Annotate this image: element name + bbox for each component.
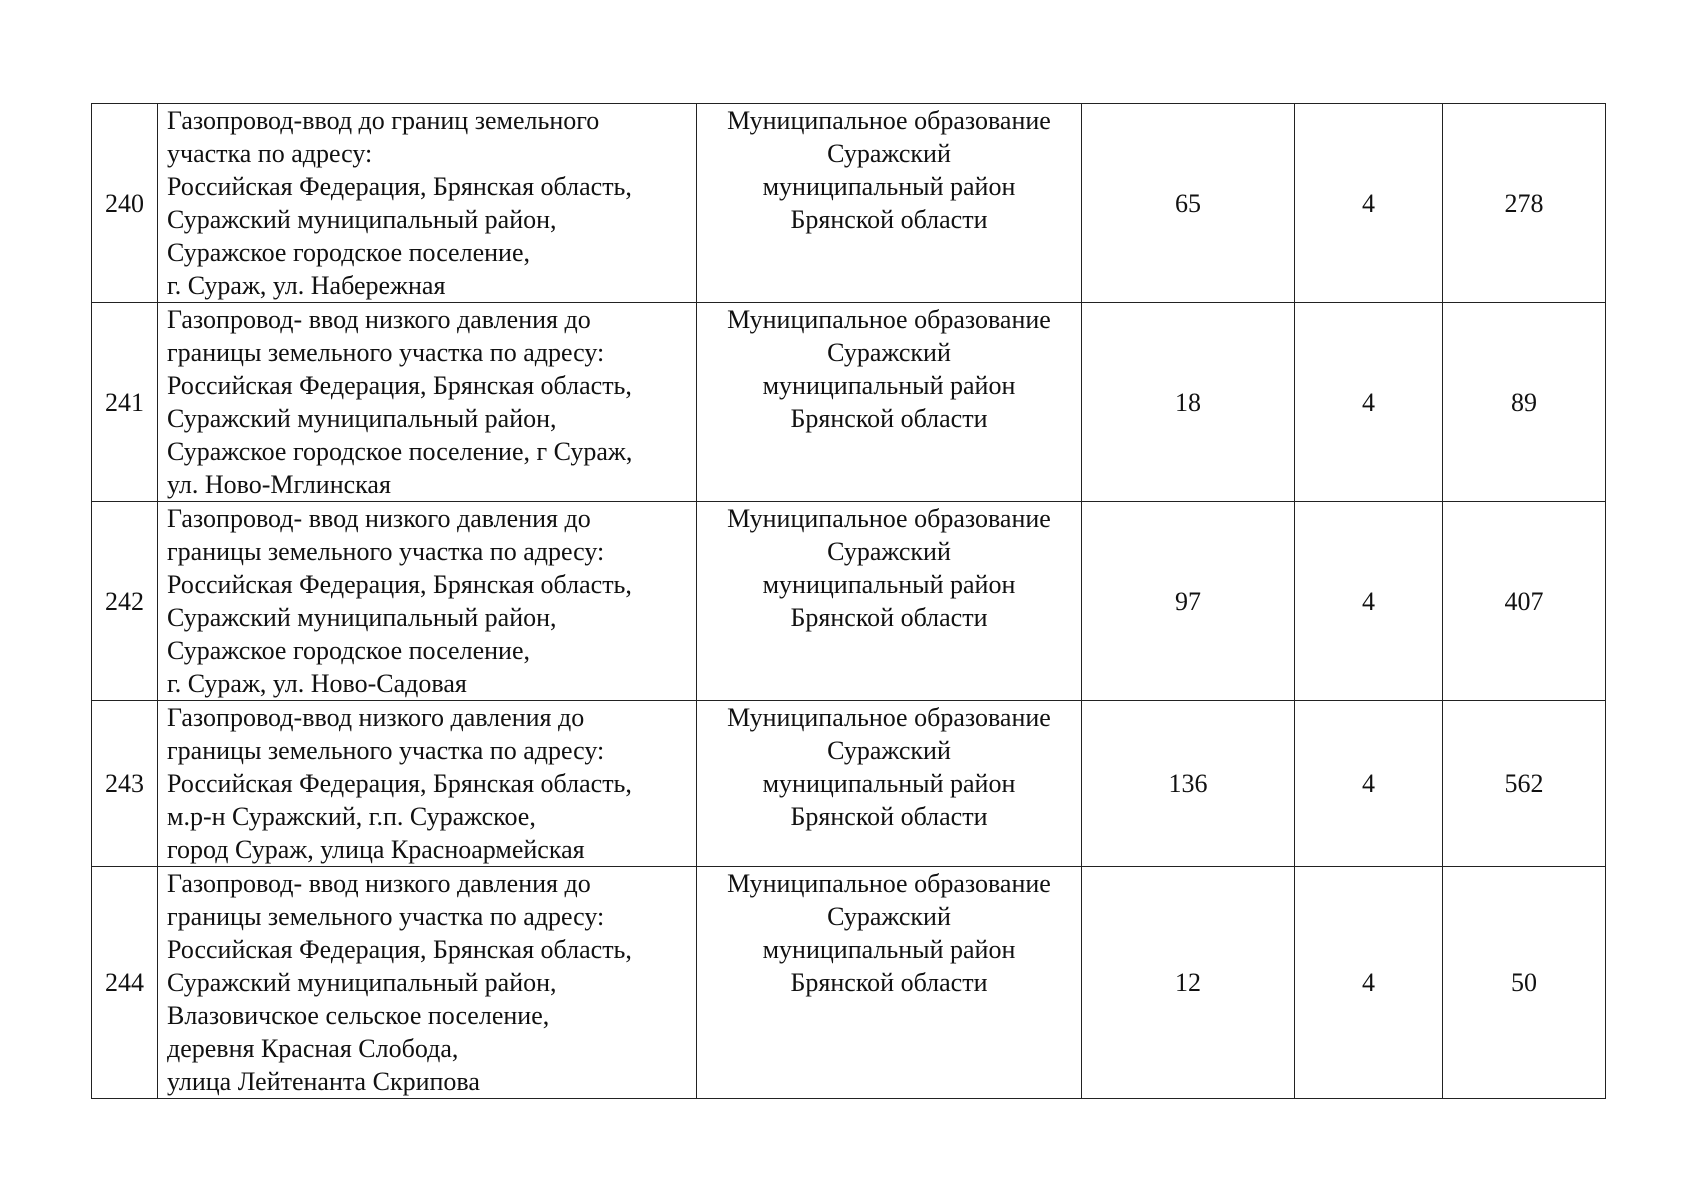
row-number: 244 (92, 867, 158, 1099)
object-description: Газопровод- ввод низкого давления до границы земельного участка по адресу: Российская Федерация, Брянская область, Суражский муниципальный район, Суражское городское поселение, г. Сураж, ул. Ново-Садовая (158, 502, 697, 701)
value-1: 136 (1082, 701, 1295, 867)
table-row (92, 867, 1606, 1099)
value-1: 97 (1082, 502, 1295, 701)
value-2: 4 (1295, 701, 1443, 867)
table-row (92, 502, 1606, 701)
row-number: 242 (92, 502, 158, 701)
value-2: 4 (1295, 303, 1443, 502)
table-row (92, 104, 1606, 303)
value-1: 65 (1082, 104, 1295, 303)
value-2: 4 (1295, 867, 1443, 1099)
value-1: 18 (1082, 303, 1295, 502)
object-description: Газопровод- ввод низкого давления до границы земельного участка по адресу: Российская Федерация, Брянская область, Суражский муниципальный район, Суражское городское поселение, г Сураж, ул. Ново-Мглинская (158, 303, 697, 502)
registry-table (91, 103, 1606, 1099)
object-description: Газопровод- ввод низкого давления до границы земельного участка по адресу: Российская Федерация, Брянская область, Суражский муниципальный район, Влазовичское сельское поселение, деревня Красная Слобода, улица Лейтенанта Скрипова (158, 867, 697, 1099)
value-2: 4 (1295, 502, 1443, 701)
table-row (92, 701, 1606, 867)
object-description: Газопровод-ввод низкого давления до границы земельного участка по адресу: Российская Федерация, Брянская область, м.р-н Суражский, г.п. Суражское, город Сураж, улица Красноармейская (158, 701, 697, 867)
value-3: 407 (1443, 502, 1606, 701)
object-description: Газопровод-ввод до границ земельного участка по адресу: Российская Федерация, Брянская область, Суражский муниципальный район, Суражское городское поселение, г. Сураж, ул. Набережная (158, 104, 697, 303)
owner-name: Муниципальное образование Суражский муниципальный район Брянской области (697, 303, 1082, 502)
value-1: 12 (1082, 867, 1295, 1099)
owner-name: Муниципальное образование Суражский муниципальный район Брянской области (697, 867, 1082, 1099)
value-3: 89 (1443, 303, 1606, 502)
owner-name: Муниципальное образование Суражский муниципальный район Брянской области (697, 502, 1082, 701)
row-number: 243 (92, 701, 158, 867)
row-number: 240 (92, 104, 158, 303)
registry-table-body (92, 104, 1606, 1099)
value-3: 562 (1443, 701, 1606, 867)
row-number: 241 (92, 303, 158, 502)
owner-name: Муниципальное образование Суражский муниципальный район Брянской области (697, 701, 1082, 867)
value-2: 4 (1295, 104, 1443, 303)
owner-name: Муниципальное образование Суражский муниципальный район Брянской области (697, 104, 1082, 303)
value-3: 278 (1443, 104, 1606, 303)
table-row (92, 303, 1606, 502)
value-3: 50 (1443, 867, 1606, 1099)
